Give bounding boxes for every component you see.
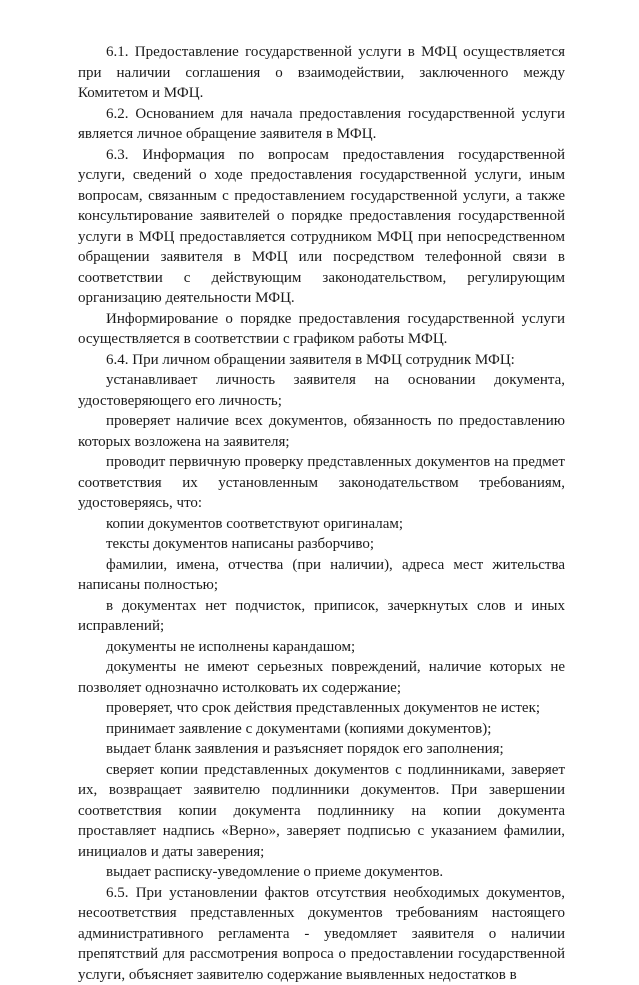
paragraph-6-4: 6.4. При личном обращении заявителя в МФЦ сотрудник МФЦ: [78, 350, 565, 371]
paragraph-6-3: 6.3. Информация по вопросам предоставления государственной услуги, сведений о ходе предоставления государственной услуги, иным вопросам, связанным с предоставлением государственной услуги, а также консультирование заявителей о порядке предоставления государственной услуги в МФЦ предоставляется сотрудником МФЦ при непосредственном обращении заявителя в МФЦ или посредством телефонной связи в соответствии с действующим законодательством, регулирующим организацию деятельности МФЦ. [78, 145, 565, 309]
list-item-names-full: фамилии, имена, отчества (при наличии), адреса мест жительства написаны полностью; [78, 555, 565, 596]
list-item-no-damage: документы не имеют серьезных повреждений, наличие которых не позволяет однозначно истолковать их содержание; [78, 657, 565, 698]
list-item-validity: проверяет, что срок действия представленных документов не истек; [78, 698, 565, 719]
list-item-accepts: принимает заявление с документами (копиями документов); [78, 719, 565, 740]
list-item-primary-check: проводит первичную проверку представленных документов на предмет соответствия их установленным законодательством требованиям, удостоверяясь, что: [78, 452, 565, 514]
list-item-legible: тексты документов написаны разборчиво; [78, 534, 565, 555]
paragraph-6-1: 6.1. Предоставление государственной услуги в МФЦ осуществляется при наличии соглашения о взаимодействии, заключенного между Комитетом и МФЦ. [78, 42, 565, 104]
list-item-receipt: выдает расписку-уведомление о приеме документов. [78, 862, 565, 883]
list-item-form: выдает бланк заявления и разъясняет порядок его заполнения; [78, 739, 565, 760]
list-item-copies-match: копии документов соответствуют оригиналам; [78, 514, 565, 535]
list-item-check-documents: проверяет наличие всех документов, обязанность по предоставлению которых возложена на заявителя; [78, 411, 565, 452]
list-item-identity: устанавливает личность заявителя на основании документа, удостоверяющего его личность; [78, 370, 565, 411]
list-item-no-pencil: документы не исполнены карандашом; [78, 637, 565, 658]
paragraph-6-2: 6.2. Основанием для начала предоставления государственной услуги является личное обращение заявителя в МФЦ. [78, 104, 565, 145]
list-item-certify-copies: сверяет копии представленных документов с подлинниками, заверяет их, возвращает заявителю подлинники документов. При завершении соответствия копии документа подлиннику на копии документа проставляет надпись «Верно», заверяет подписью с указанием фамилии, инициалов и даты заверения; [78, 760, 565, 863]
paragraph-informing: Информирование о порядке предоставления государственной услуги осуществляется в соответствии с графиком работы МФЦ. [78, 309, 565, 350]
list-item-no-erasures: в документах нет подчисток, приписок, зачеркнутых слов и иных исправлений; [78, 596, 565, 637]
paragraph-6-5: 6.5. При установлении фактов отсутствия необходимых документов, несоответствия представленных документов требованиям настоящего административного регламента - уведомляет заявителя о наличии препятствий для рассмотрения вопроса о предоставлении государственной услуги, объясняет заявителю содержание выявленных недостатков в [78, 883, 565, 985]
